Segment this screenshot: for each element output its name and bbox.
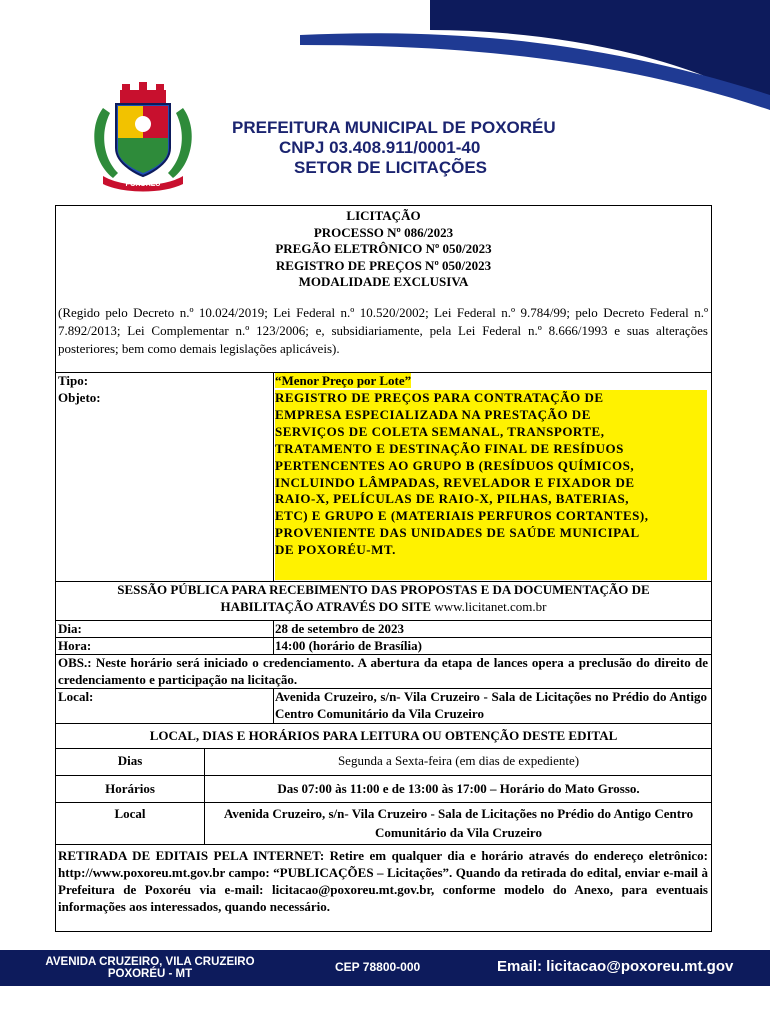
title-line: PROCESSO Nº 086/2023 [313, 224, 454, 240]
local-label: Local: [58, 689, 94, 704]
objeto-value [275, 390, 707, 580]
prefeitura-title: PREFEITURA MUNICIPAL DE POXORÉU [232, 118, 556, 137]
svg-text:POXORÉU: POXORÉU [125, 181, 161, 188]
dias-label: Dias [117, 753, 143, 768]
obs-text: OBS.: Neste horário será iniciado o credenciamento. A abertura da etapa de lances opera a preclusão do direito de credenciamento e participação na licitação. [58, 655, 708, 687]
document-titles [56, 208, 711, 291]
edital-frame [55, 205, 712, 932]
objeto-label: Objeto: [58, 390, 101, 405]
dia-label: Dia: [58, 621, 82, 636]
objeto-line: EMPRESA ESPECIALIZADA NA PRESTAÇÃO DE [275, 406, 591, 422]
legal-basis-text: (Regido pelo Decreto n.º 10.024/2019; Lei Federal n.º 10.520/2002; Lei Federal n.º 9.784/99; pelo Decreto Federal n.º 7.892/2013; Lei Complementar n.º 123/2006; e, subsidiariamente, pela Lei Federal n.º 8.666/1993 e suas alterações posteriores; bem como demais legislações aplicáveis). [58, 305, 708, 356]
objeto-line: DE POXORÉU-MT. [275, 542, 396, 558]
footer-bar [0, 950, 770, 986]
footer-address [40, 956, 260, 980]
objeto-line: PROVENIENTE DAS UNIDADES DE SAÚDE MUNICIPAL [275, 525, 640, 541]
title-line: LICITAÇÃO [346, 208, 421, 223]
sessao-line: SESSÃO PÚBLICA PARA RECEBIMENTO DAS PROPOSTAS E DA DOCUMENTAÇÃO DE [117, 582, 650, 597]
sessao-publica [56, 581, 711, 615]
objeto-line: SERVIÇOS DE COLETA SEMANAL, TRANSPORTE, [275, 423, 605, 439]
sessao-line [56, 598, 711, 615]
objeto-line: TRATAMENTO E DESTINAÇÃO FINAL DE RESÍDUOS [275, 440, 624, 456]
setor-title: SETOR DE LICITAÇÕES [294, 158, 488, 177]
tipo-value: “Menor Preço por Lote” [275, 373, 412, 388]
footer-address-line: AVENIDA CRUZEIRO, VILA CRUZEIRO [45, 956, 255, 968]
site-link[interactable]: www.licitanet.com.br [434, 599, 547, 614]
cnpj-line: CNPJ 03.408.911/0001-40 [279, 138, 481, 157]
leitura-title: LOCAL, DIAS E HORÁRIOS PARA LEITURA OU OBTENÇÃO DESTE EDITAL [149, 728, 618, 743]
dias-value: Segunda a Sexta-feira (em dias de expediente) [337, 753, 580, 768]
hora-label: Hora: [58, 638, 92, 653]
local-value: Avenida Cruzeiro, s/n- Vila Cruzeiro - Sala de Licitações no Prédio do Antigo Centro Comunitário da Vila Cruzeiro [275, 689, 707, 721]
title-line: REGISTRO DE PREÇOS Nº 050/2023 [275, 257, 492, 273]
objeto-line: RAIO-X, PELÍCULAS DE RAIO-X, PILHAS, BATERIAS, [275, 491, 629, 507]
local-table-label: Local [114, 806, 146, 821]
tipo-label: Tipo: [58, 373, 89, 388]
header-title-block [232, 118, 592, 178]
horarios-value: Das 07:00 às 11:00 e de 13:00 às 17:00 – Horário do Mato Grosso. [277, 781, 640, 796]
title-line: MODALIDADE EXCLUSIVA [298, 274, 469, 289]
objeto-line: ETC) E GRUPO E (MATERIAIS PERFUROS CORTANTES), [275, 508, 649, 524]
retirada-text: RETIRADA DE EDITAIS PELA INTERNET: Retire em qualquer dia e horário através do endereço eletrônico: http://www.poxoreu.mt.gov.br campo: “PUBLICAÇÕES – Licitações”. Quando da retirada do edital, enviar e-mail à Prefeitura de Poxoréu via e-mail: licitacao@poxoreu.mt.gov.br, conforme modelo do Anexo, para eventuais informações aos interessados, quando necessário. [58, 848, 708, 914]
local-table-value: Avenida Cruzeiro, s/n- Vila Cruzeiro - Sala de Licitações no Prédio do Antigo Centro Comunitário da Vila Cruzeiro [223, 806, 694, 840]
title-line: PREGÃO ELETRÔNICO Nº 050/2023 [275, 241, 492, 256]
footer-address-line: POXORÉU - MT [107, 968, 193, 980]
municipal-crest-logo [78, 78, 208, 196]
sessao-line2: HABILITAÇÃO ATRAVÉS DO SITE [220, 599, 432, 614]
footer-email[interactable]: Email: licitacao@poxoreu.mt.gov [497, 958, 734, 975]
objeto-line: PERTENCENTES AO GRUPO B (RESÍDUOS QUÍMICOS, [275, 457, 635, 473]
footer-cep: CEP 78800-000 [335, 960, 421, 974]
hora-value: 14:00 (horário de Brasília) [275, 638, 422, 653]
objeto-line: REGISTRO DE PREÇOS PARA CONTRATAÇÃO DE [275, 390, 604, 405]
dia-value: 28 de setembro de 2023 [275, 621, 405, 636]
objeto-line: INCLUINDO LÂMPADAS, REVELADOR E FIXADOR DE [275, 474, 635, 490]
horarios-label: Horários [105, 781, 155, 796]
